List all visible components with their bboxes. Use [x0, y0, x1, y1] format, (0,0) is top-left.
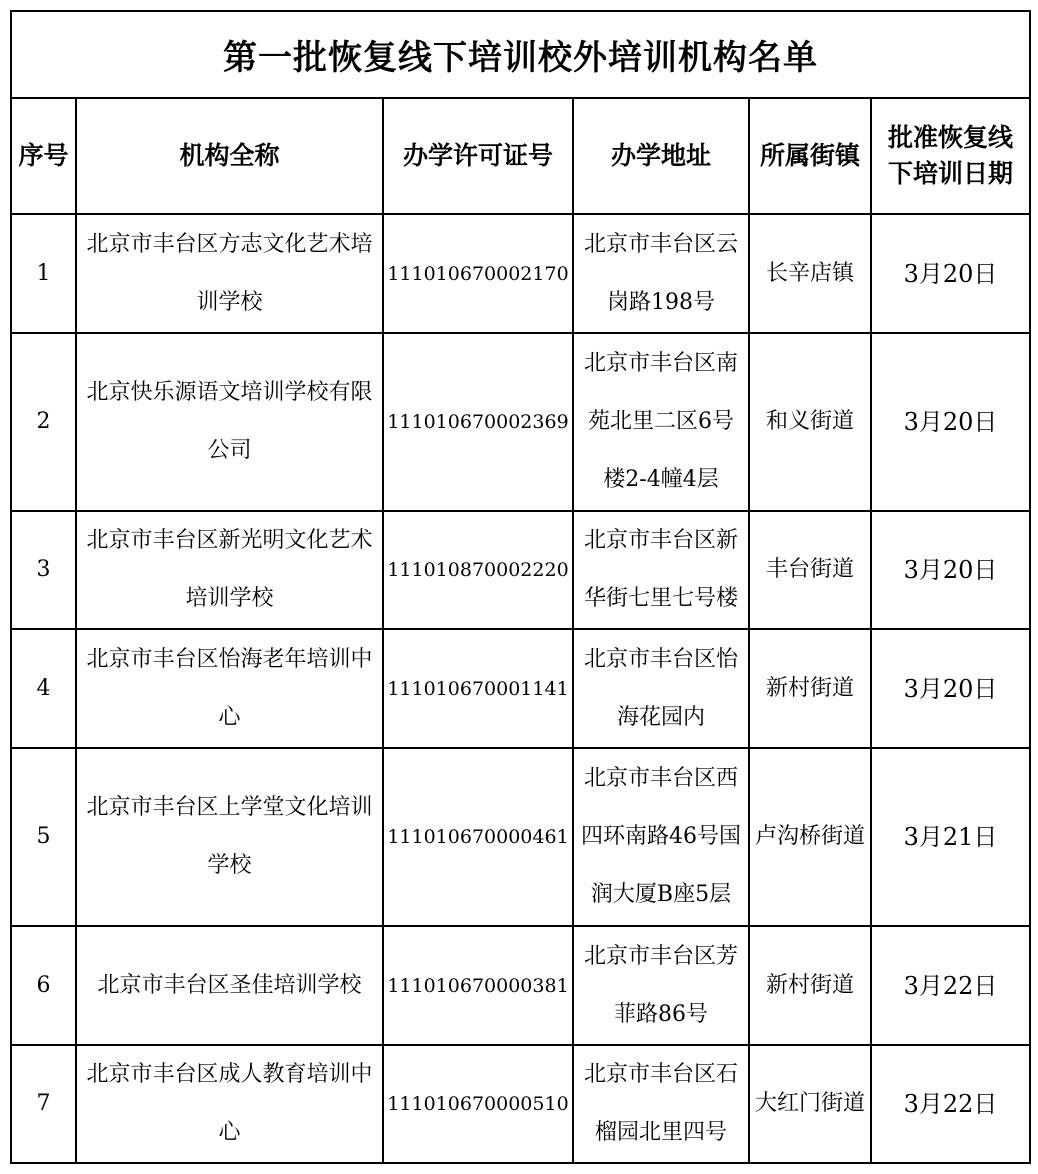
row-name: 北京市丰台区怡海老年培训中心 — [76, 629, 383, 748]
row-date: 3月20日 — [871, 629, 1030, 748]
row-street: 新村街道 — [749, 629, 871, 748]
row-date: 3月20日 — [871, 333, 1030, 511]
header-row — [11, 98, 1030, 214]
table-row — [11, 629, 1030, 748]
row-index: 4 — [11, 629, 76, 748]
row-index: 1 — [11, 214, 76, 333]
table-row — [11, 511, 1030, 629]
row-license: 111010670002369 — [383, 333, 573, 511]
row-address: 北京市丰台区新华街七里七号楼 — [573, 511, 749, 629]
row-license: 111010670001141 — [383, 629, 573, 748]
row-index: 6 — [11, 926, 76, 1045]
row-date: 3月22日 — [871, 926, 1030, 1045]
row-index: 7 — [11, 1045, 76, 1163]
row-address: 北京市丰台区南苑北里二区6号楼2-4幢4层 — [573, 333, 749, 511]
row-street: 新村街道 — [749, 926, 871, 1045]
row-license: 111010670002170 — [383, 214, 573, 333]
row-license: 111010670000461 — [383, 748, 573, 926]
row-address: 北京市丰台区石榴园北里四号 — [573, 1045, 749, 1163]
row-street: 长辛店镇 — [749, 214, 871, 333]
table-row — [11, 333, 1030, 511]
row-date: 3月21日 — [871, 748, 1030, 926]
institution-list-table — [10, 10, 1031, 1164]
row-name: 北京市丰台区成人教育培训中心 — [76, 1045, 383, 1163]
header-address: 办学地址 — [573, 98, 749, 214]
row-license: 111010670000510 — [383, 1045, 573, 1163]
row-date: 3月20日 — [871, 214, 1030, 333]
header-name: 机构全称 — [76, 98, 383, 214]
header-street: 所属街镇 — [749, 98, 871, 214]
row-street: 丰台街道 — [749, 511, 871, 629]
row-address: 北京市丰台区云岗路198号 — [573, 214, 749, 333]
row-name: 北京快乐源语文培训学校有限公司 — [76, 333, 383, 511]
row-name: 北京市丰台区方志文化艺术培训学校 — [76, 214, 383, 333]
row-date: 3月20日 — [871, 511, 1030, 629]
row-name: 北京市丰台区新光明文化艺术培训学校 — [76, 511, 383, 629]
row-street: 和义街道 — [749, 333, 871, 511]
row-address: 北京市丰台区芳菲路86号 — [573, 926, 749, 1045]
header-license: 办学许可证号 — [383, 98, 573, 214]
row-date: 3月22日 — [871, 1045, 1030, 1163]
row-license: 111010870002220 — [383, 511, 573, 629]
header-date: 批准恢复线下培训日期 — [871, 98, 1030, 214]
document-title: 第一批恢复线下培训校外培训机构名单 — [11, 11, 1030, 98]
row-street: 大红门街道 — [749, 1045, 871, 1163]
row-index: 3 — [11, 511, 76, 629]
row-address: 北京市丰台区怡海花园内 — [573, 629, 749, 748]
row-index: 5 — [11, 748, 76, 926]
table-row — [11, 926, 1030, 1045]
row-name: 北京市丰台区上学堂文化培训学校 — [76, 748, 383, 926]
table-row — [11, 214, 1030, 333]
header-index: 序号 — [11, 98, 76, 214]
row-street: 卢沟桥街道 — [749, 748, 871, 926]
row-index: 2 — [11, 333, 76, 511]
row-address: 北京市丰台区西四环南路46号国润大厦B座5层 — [573, 748, 749, 926]
row-license: 111010670000381 — [383, 926, 573, 1045]
table-row — [11, 1045, 1030, 1163]
row-name: 北京市丰台区圣佳培训学校 — [76, 926, 383, 1045]
table-row — [11, 748, 1030, 926]
